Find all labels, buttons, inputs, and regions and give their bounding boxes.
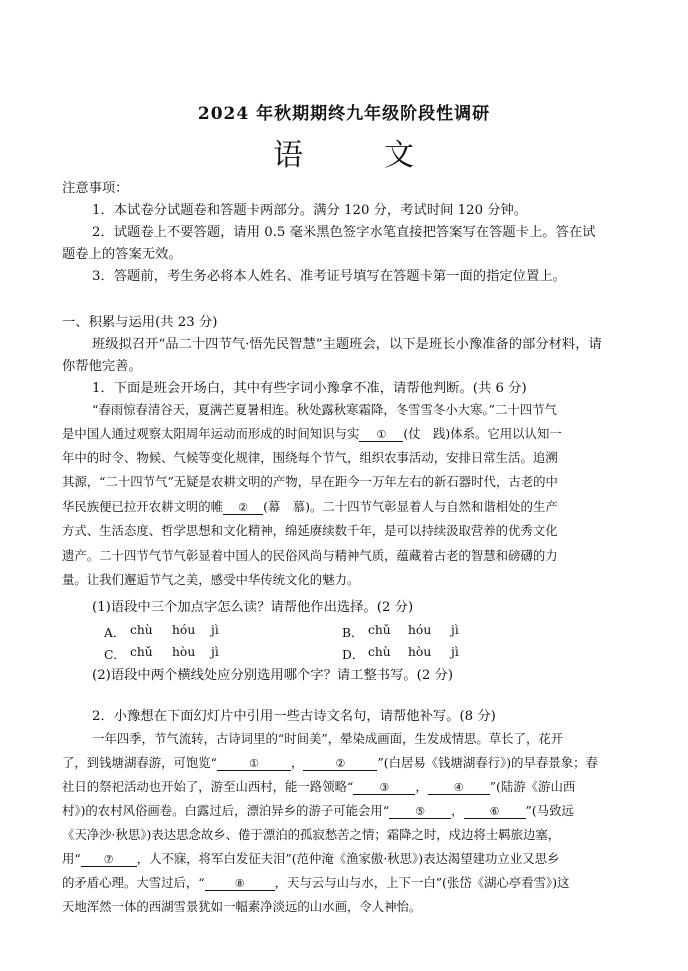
blank-number: ① — [249, 757, 259, 770]
option-letter: A． — [104, 626, 126, 640]
q2-passage-text: ， — [415, 779, 428, 794]
subject-title — [0, 130, 688, 174]
blank-number: ⑥ — [489, 805, 500, 818]
answer-blank-q2-5[interactable] — [389, 803, 451, 819]
q1-passage-text: (幕 慕)。二十四节气彰显着人与自然和谐相处的生产 — [263, 499, 558, 514]
q2-passage-text: ”(陆游《游山西 — [489, 779, 576, 794]
q2-passage-line — [62, 849, 559, 867]
q2-passage-text: 的矛盾心理。大雪过后，“ — [62, 875, 205, 890]
pinyin: jì — [451, 623, 459, 637]
blank-number: ② — [238, 501, 249, 514]
q1-passage-line — [62, 497, 558, 515]
q2-passage-text: ， — [451, 803, 464, 818]
q2-passage-line: 《天净沙·秋思》)表达思念故乡、倦于漂泊的孤寂愁苦之情；霜降之时，戍边将士羁旅边塞， — [62, 827, 561, 842]
pinyin: jì — [451, 645, 459, 659]
q2-passage-text: ”(马致远 — [525, 803, 574, 818]
exam-title: 2024 年秋期期终九年级阶段性调研 — [197, 104, 491, 124]
notice-item-2-cont: 题卷上的答案无效。 — [62, 247, 182, 262]
section-intro-line-1: 班级拟召开“品二十四节气·悟先民智慧”主题班会，以下是班长小豫准备的部分材料，请 — [92, 337, 602, 352]
notice-item-2: 2．试题卷上不要答题，请用 0.5 毫米黑色签字水笔直接把答案写在答题卡上。答在试 — [92, 225, 596, 240]
q1-passage-line: 遗产。二十四节气节气彰显着中国人的民俗风尚与精神气质，蕴藏着古老的智慧和磅礴的力 — [62, 548, 558, 563]
q2-passage-text: 用“ — [62, 851, 81, 866]
option-letter: B． — [342, 626, 364, 640]
q1-passage-line: “春雨惊春清谷天，夏满芒夏暑相连。秋处露秋寒霜降，冬雪雪冬小大寒。”二十四节气 — [92, 402, 557, 417]
q2-passage-line — [62, 801, 574, 819]
pinyin: jì — [211, 623, 219, 637]
option-letter: C． — [104, 648, 126, 662]
q2-passage-text: ”(白居易《钱塘湖春行》)的早春景象；春 — [377, 755, 598, 770]
answer-blank-q2-8[interactable] — [205, 875, 275, 891]
q1-passage-text: 华民族便已拉开农耕文明的帷 — [62, 499, 224, 514]
q2-passage-line — [62, 753, 598, 771]
question-2-stem: 2．小豫想在下面幻灯片中引用一些古诗文名句，请帮他补写。(8 分) — [92, 709, 496, 724]
notice-item-3: 3．答题前，考生务必将本人姓名、准考证号填写在答题卡第一面的指定位置上。 — [92, 269, 566, 284]
q2-passage-text: ， — [291, 755, 304, 770]
answer-blank-q2-4[interactable] — [428, 779, 490, 795]
question-1-stem: 1．下面是班会开场白，其中有些字词小豫拿不准，请帮他判断。(共 6 分) — [92, 381, 527, 396]
q1-passage-text: (仗 践)体系。它用以认知一 — [403, 426, 562, 441]
blank-number: ⑦ — [103, 853, 114, 866]
blank-number: ③ — [379, 781, 390, 794]
q2-passage-text: 村》)的农村风俗画卷。白露过后，漂泊异乡的游子可能会用“ — [62, 803, 390, 818]
notice-item-1: 1．本试卷分试题卷和答题卡两部分。满分 120 分，考试时间 120 分钟。 — [92, 203, 528, 218]
notice-heading: 注意事项： — [62, 181, 129, 196]
blank-number: ② — [335, 757, 346, 770]
pinyin: hóu — [408, 623, 432, 637]
pinyin: chǔ — [368, 623, 391, 637]
q2-passage-text: 社日的祭祀活动也开始了，游至山西村，能一路领略“ — [62, 779, 354, 794]
answer-blank-q2-3[interactable] — [353, 779, 415, 795]
answer-blank-2[interactable] — [223, 499, 263, 515]
q1-passage-line — [62, 424, 562, 442]
q2-passage-line: 天地浑然一体的西湖雪景犹如一幅素净淡远的山水画，令人神怡。 — [62, 899, 422, 914]
answer-blank-q2-7[interactable] — [81, 851, 137, 867]
q2-passage-line: 一年四季，节气流转，古诗词里的“时间美”，晕染成画面，生发成情思。草长了，花开 — [92, 731, 564, 746]
blank-number: ① — [376, 428, 387, 441]
q1-passage-line: 方式、生活态度、哲学思想和文化精神，绵延赓续数千年，是可以持续汲取营养的优秀文化 — [62, 523, 558, 538]
pinyin: hòu — [172, 645, 196, 659]
pinyin: hóu — [172, 623, 196, 637]
q2-passage-text: ，人不寐，将军白发征夫泪”(范仲淹《渔家傲·秋思》)表达渴望建功立业又思乡 — [136, 851, 560, 866]
q2-passage-text: ，天与云与山与水，上下一白”(张岱《湖心亭看雪》)这 — [274, 875, 570, 890]
blank-number: ⑧ — [234, 877, 245, 890]
answer-blank-q2-2[interactable] — [303, 755, 377, 771]
pinyin: chù — [130, 623, 153, 637]
answer-blank-1[interactable] — [359, 426, 403, 442]
pinyin: chǔ — [130, 645, 153, 659]
section-heading: 一、积累与运用(共 23 分) — [62, 315, 218, 330]
q1-passage-line: 年中的时令、物候、气候等变化规律，围绕每个节气，组织农事活动，安排日常生活。追溯 — [62, 450, 558, 465]
q1-sub-question-2: (2)语段中两个横线处应分别选用哪个字？请工整书写。(2 分) — [92, 668, 454, 683]
subject-char-2: 文 — [384, 138, 415, 173]
q2-passage-text: 了，到钱塘湖春游，可饱览“ — [62, 755, 218, 770]
q1-passage-line: 量。让我们邂逅节气之美，感受中华传统文化的魅力。 — [62, 572, 360, 587]
q1-passage-line: 其源，“二十四节气”无疑是农耕文明的产物，早在距今一万年左右的新石器时代，古老的中 — [62, 474, 558, 489]
pinyin: jì — [211, 645, 219, 659]
blank-number: ④ — [453, 781, 464, 794]
answer-blank-q2-1[interactable] — [217, 755, 291, 771]
pinyin: hòu — [408, 645, 432, 659]
q1-passage-text: 是中国人通过观察太阳周年运动而形成的时间知识与实 — [62, 426, 360, 441]
option-letter: D． — [342, 648, 365, 662]
q1-sub-question-1: (1)语段中三个加点字怎么读？请帮他作出选择。(2 分) — [92, 600, 414, 615]
pinyin: chù — [368, 645, 391, 659]
blank-number: ⑤ — [415, 805, 426, 818]
section-intro-line-2: 你帮他完善。 — [62, 359, 142, 374]
answer-blank-q2-6[interactable] — [464, 803, 526, 819]
q2-passage-line — [62, 873, 569, 891]
q2-passage-line — [62, 777, 575, 795]
subject-char-1: 语 — [273, 138, 304, 173]
